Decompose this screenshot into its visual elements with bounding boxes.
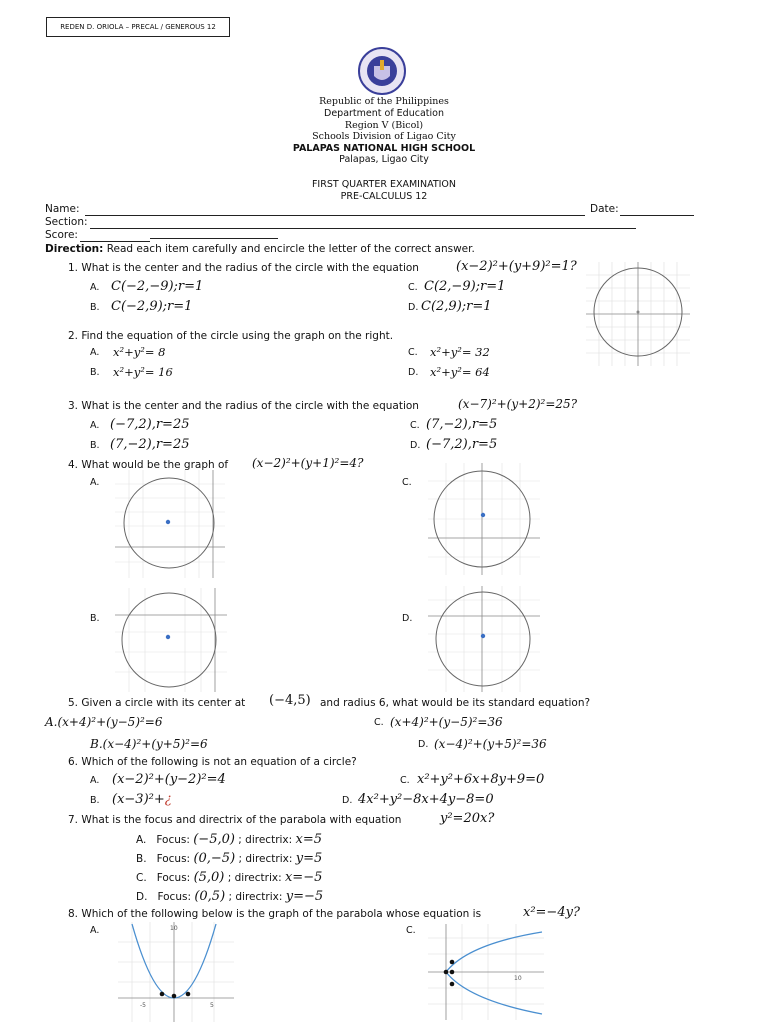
q7-option-a-letter: A. [136, 834, 147, 846]
q7-option-d-focus: (0,5) [194, 889, 226, 904]
direction [45, 243, 475, 255]
q7-option-a-focus-label: Focus: [156, 834, 190, 846]
q5-stem-post: and radius 6, what would be its standard equation? [320, 697, 591, 709]
name-label: Name: [45, 203, 80, 215]
q8-graph-a-x-tick-pos: 5 [210, 1002, 214, 1009]
q5-option-a[interactable]: A.(x+4)²+(y−5)²=6 [45, 715, 163, 729]
q2-option-a: x²+y²= 8 [113, 345, 166, 359]
q6-option-d-letter[interactable]: D. [342, 795, 353, 806]
section-line[interactable] [90, 228, 636, 229]
q7-option-d-letter: D. [136, 891, 148, 903]
q1-option-c: C(2,−9);r=1 [424, 279, 506, 294]
q3-option-b: (7,−2),r=25 [110, 437, 190, 452]
q6-option-b-text: (x−3)²+ [112, 792, 165, 807]
q1-option-b: C(−2,9);r=1 [111, 299, 193, 314]
q3-option-d: (−7,2),r=5 [426, 437, 498, 452]
q5-center: (−4,5) [269, 693, 311, 708]
score-label: Score: [45, 229, 78, 241]
q5-option-d: (x−4)²+(y+5)²=36 [434, 737, 547, 751]
q5-option-d-letter[interactable]: D. [418, 739, 429, 750]
region-text: Region V (Bicol) [344, 120, 424, 131]
division-text: Schools Division of Ligao City [312, 131, 456, 142]
q6-option-c-letter[interactable]: C. [400, 775, 410, 786]
q7-option-a[interactable] [136, 832, 322, 847]
q2-stem: 2. Find the equation of the circle using the graph on the right. [68, 330, 394, 342]
q1-option-a-letter[interactable]: A. [90, 282, 100, 293]
score-line[interactable] [80, 241, 150, 242]
q8-graph-a-x-tick-neg: -5 [140, 1002, 146, 1009]
q6-stem: 6. Which of the following is not an equation of a circle? [68, 756, 357, 768]
q2-option-d: x²+y²= 64 [430, 365, 490, 379]
q7-option-d-directrix: y=−5 [285, 889, 324, 904]
q2-circle-graph [586, 262, 690, 366]
q7-option-c-directrix: x=−5 [284, 870, 323, 885]
exam-title: FIRST QUARTER EXAMINATION [311, 179, 457, 190]
direction-label: Direction: [45, 243, 104, 255]
q1-stem: 1. What is the center and the radius of the circle with the equation [68, 262, 419, 274]
direction-text: Read each item carefully and encircle the letter of the correct answer. [103, 243, 475, 255]
q7-option-c-letter: C. [136, 872, 147, 884]
q2-option-b: x²+y²= 16 [113, 365, 173, 379]
deped-seal-icon [356, 46, 408, 96]
q8-stem: 8. Which of the following below is the graph of the parabola whose equation is [68, 908, 482, 920]
author-header-box: REDEN D. ORIOLA – PRECAL / GENEROUS 12 [46, 17, 230, 37]
q1-option-d: C(2,9);r=1 [421, 299, 492, 314]
section-label: Section: [45, 216, 88, 228]
q8-graph-a [118, 922, 234, 1022]
q7-option-c-directrix-label: ; directrix: [227, 872, 282, 884]
school-address: Palapas, Ligao City [339, 154, 429, 165]
q4-stem: 4. What would be the graph of [68, 459, 229, 471]
name-line[interactable] [85, 215, 585, 216]
q8-graph-c-x-tick: 10 [514, 975, 522, 982]
q1-option-a: C(−2,−9);r=1 [111, 279, 204, 294]
q7-option-b-directrix-label: ; directrix: [238, 853, 293, 865]
score-extra-line [150, 238, 278, 239]
q2-option-c: x²+y²= 32 [430, 345, 490, 359]
q5-option-c: (x+4)²+(y−5)²=36 [390, 715, 503, 729]
q3-option-c: (7,−2),r=5 [426, 417, 498, 432]
q7-option-d-directrix-label: ; directrix: [228, 891, 283, 903]
date-label: Date: [590, 203, 619, 215]
q4-graph-b [115, 588, 227, 692]
q3-option-d-letter[interactable]: D. [410, 440, 421, 451]
q4-graph-a [115, 470, 225, 578]
exam-subject: PRE-CALCULUS 12 [340, 191, 428, 202]
q7-option-a-focus: (−5,0) [193, 832, 235, 847]
q8-option-a-letter[interactable]: A. [90, 925, 100, 936]
q7-option-c-focus: (5,0) [193, 870, 225, 885]
q5-option-b[interactable]: B.(x−4)²+(y+5)²=6 [90, 737, 208, 751]
q2-option-a-letter[interactable]: A. [90, 347, 100, 358]
q6-option-b [112, 792, 172, 807]
q4-option-b-letter[interactable]: B. [90, 613, 100, 624]
q4-equation: (x−2)²+(y+1)²=4? [252, 456, 364, 470]
q3-option-a: (−7,2),r=25 [110, 417, 190, 432]
q4-option-c-letter[interactable]: C. [402, 477, 412, 488]
q5-stem-pre: 5. Given a circle with its center at [68, 697, 246, 709]
q2-option-c-letter[interactable]: C. [408, 347, 418, 358]
q4-graph-d [428, 586, 540, 692]
q7-option-d-focus-label: Focus: [157, 891, 191, 903]
q3-equation: (x−7)²+(y+2)²=25? [458, 397, 578, 411]
q7-option-b-focus: (0,−5) [193, 851, 236, 866]
q7-option-b-focus-label: Focus: [156, 853, 191, 865]
department-text: Department of Education [324, 108, 444, 119]
q3-option-a-letter[interactable]: A. [90, 420, 100, 431]
q8-option-c-letter[interactable]: C. [406, 925, 416, 936]
q7-stem: 7. What is the focus and directrix of the parabola with equation [68, 814, 402, 826]
q6-option-c: x²+y²+6x+8y+9=0 [417, 772, 545, 787]
q6-option-b-letter[interactable]: B. [90, 795, 100, 806]
q3-option-c-letter[interactable]: C. [410, 420, 420, 431]
q7-option-b-letter: B. [136, 853, 147, 865]
q4-graph-c [428, 463, 540, 575]
q7-option-b-directrix: y=5 [295, 851, 323, 866]
q1-option-d-letter[interactable]: D. [408, 302, 419, 313]
q3-option-b-letter[interactable]: B. [90, 440, 100, 451]
q7-option-c[interactable] [136, 870, 322, 885]
date-line[interactable] [620, 215, 694, 216]
q6-option-d: 4x²+y²−8x+4y−8=0 [358, 792, 494, 807]
q8-graph-c [428, 924, 544, 1020]
q6-option-a-letter[interactable]: A. [90, 775, 100, 786]
q8-equation: x²=−4y? [523, 905, 580, 920]
q3-stem: 3. What is the center and the radius of the circle with the equation [68, 400, 419, 412]
q1-option-c-letter[interactable]: C. [408, 282, 418, 293]
q7-option-d[interactable] [136, 889, 323, 904]
q7-option-a-directrix-label: ; directrix: [238, 834, 293, 846]
q2-option-d-letter[interactable]: D. [408, 367, 419, 378]
q7-equation: y²=20x? [440, 811, 495, 826]
q6-option-a: (x−2)²+(y−2)²=4 [112, 772, 226, 787]
q8-graph-a-y-tick: 10 [170, 925, 178, 932]
q4-option-a-letter[interactable]: A. [90, 477, 100, 488]
q7-option-c-focus-label: Focus: [156, 872, 191, 884]
q1-equation: (x−2)²+(y+9)²=1? [456, 259, 577, 274]
q1-option-b-letter[interactable]: B. [90, 302, 100, 313]
q2-option-b-letter[interactable]: B. [90, 367, 100, 378]
q6-option-b-glyph: ¿ [164, 792, 172, 807]
q7-option-a-directrix: x=5 [295, 832, 323, 847]
school-name: PALAPAS NATIONAL HIGH SCHOOL [292, 143, 476, 154]
q4-option-d-letter[interactable]: D. [402, 613, 413, 624]
republic-text: Republic of the Philippines [319, 96, 449, 107]
q7-option-b[interactable] [136, 851, 322, 866]
q5-option-c-letter[interactable]: C. [374, 717, 384, 728]
